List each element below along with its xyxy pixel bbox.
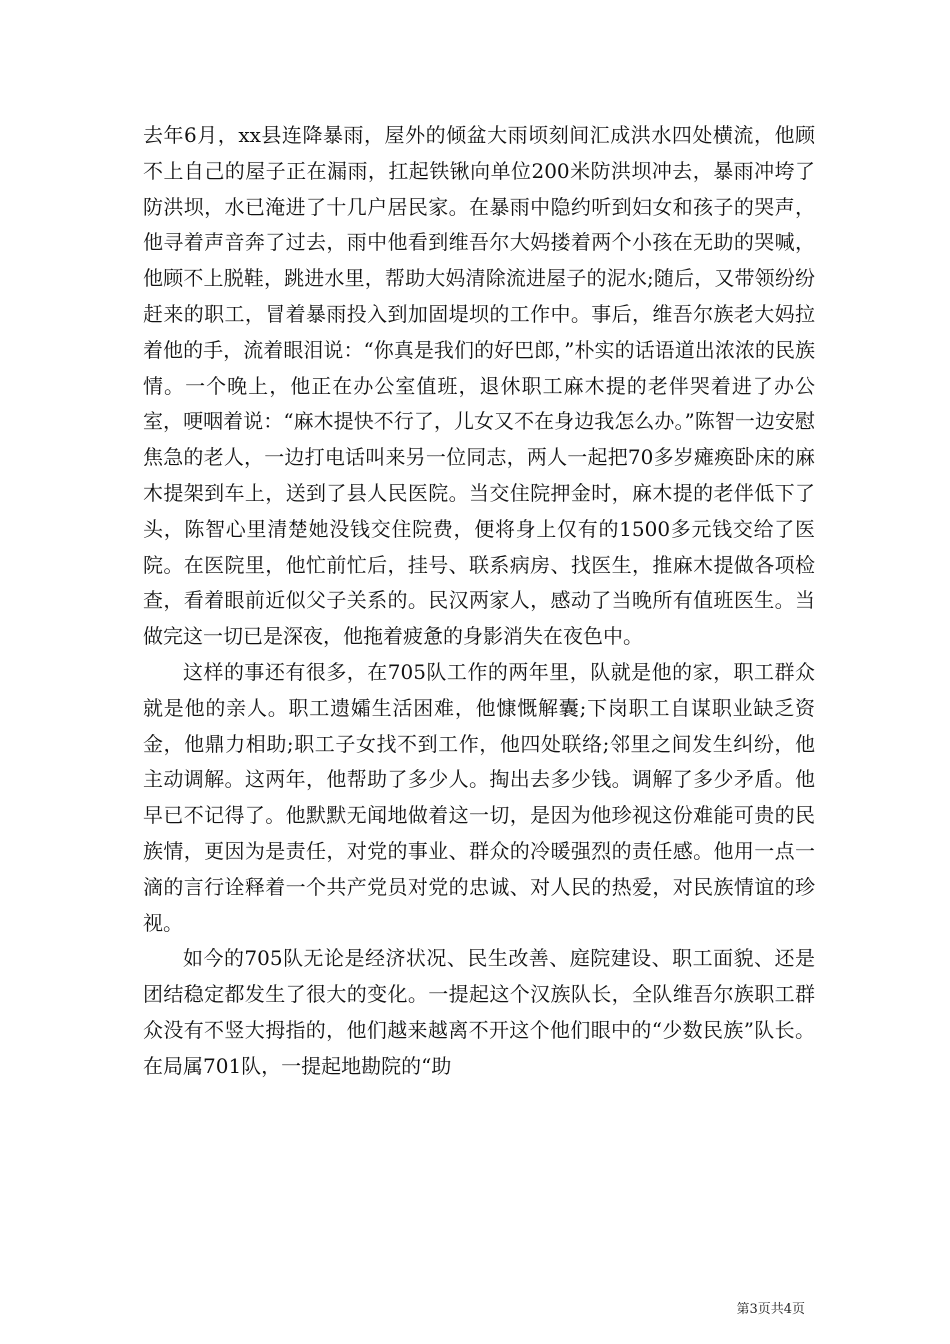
paragraph-3: 如今的705队无论是经济状况、民生改善、庭院建设、职工面貌、还是团结稳定都发生了很大的变化。一提起这个汉族队长，全队维吾尔族职工群众没有不竖大拇指的，他们越来越离不开这个他们眼中的“少数民族”队长。在局属701队，一提起地勘院的“助: [143, 946, 815, 1078]
page-number: 第3页共4页: [736, 1302, 805, 1317]
paragraph-1: 去年6月，xx县连降暴雨，屋外的倾盆大雨顷刻间汇成洪水四处横流，他顾不上自己的屋子正在漏雨，扛起铁锹向单位200米防洪坝冲去，暴雨冲垮了防洪坝，水已淹进了十几户居民家。在暴雨中隐约听到妇女和孩子的哭声，他寻着声音奔了过去，雨中他看到维吾尔大妈搂着两个小孩在无助的哭喊，他顾不上脱鞋，跳进水里，帮助大妈清除流进屋子的泥水;随后，又带领纷纷赶来的职工，冒着暴雨投入到加固堤坝的工作中。事后，维吾尔族老大妈拉着他的手，流着眼泪说：“你真是我们的好巴郎，”朴实的话语道出浓浓的民族情。一个晚上，他正在办公室值班，退休职工麻木提的老伴哭着进了办公室，哽咽着说：“麻木提快不行了，儿女又不在身边我怎么办。”陈智一边安慰焦急的老人，一边打电话叫来另一位同志，两人一起把70多岁瘫痪卧床的麻木提架到车上，送到了县人民医院。当交住院押金时，麻木提的老伴低下了头，陈智心里清楚她没钱交住院费，便将身上仅有的1500多元钱交给了医院。在医院里，他忙前忙后，挂号、联系病房、找医生，推麻木提做各项检查，看着眼前近似父子关系的。民汉两家人，感动了当晚所有值班医生。当做完这一切已是深夜，他拖着疲惫的身影消失在夜色中。: [143, 123, 815, 649]
body-text: [143, 118, 815, 1085]
paragraph-2: 这样的事还有很多，在705队工作的两年里，队就是他的家，职工群众就是他的亲人。职工遗孀生活困难，他慷慨解囊;下岗职工自谋职业缺乏资金，他鼎力相助;职工子女找不到工作，他四处联络;邻里之间发生纠纷，他主动调解。这两年，他帮助了多少人。掏出去多少钱。调解了多少矛盾。他早已不记得了。他默默无闻地做着这一切，是因为他珍视这份难能可贵的民族情，更因为是责任，对党的事业、群众的冷暖强烈的责任感。他用一点一滴的言行诠释着一个共产党员对党的忠诚、对人民的热爱，对民族情谊的珍视。: [143, 659, 815, 935]
